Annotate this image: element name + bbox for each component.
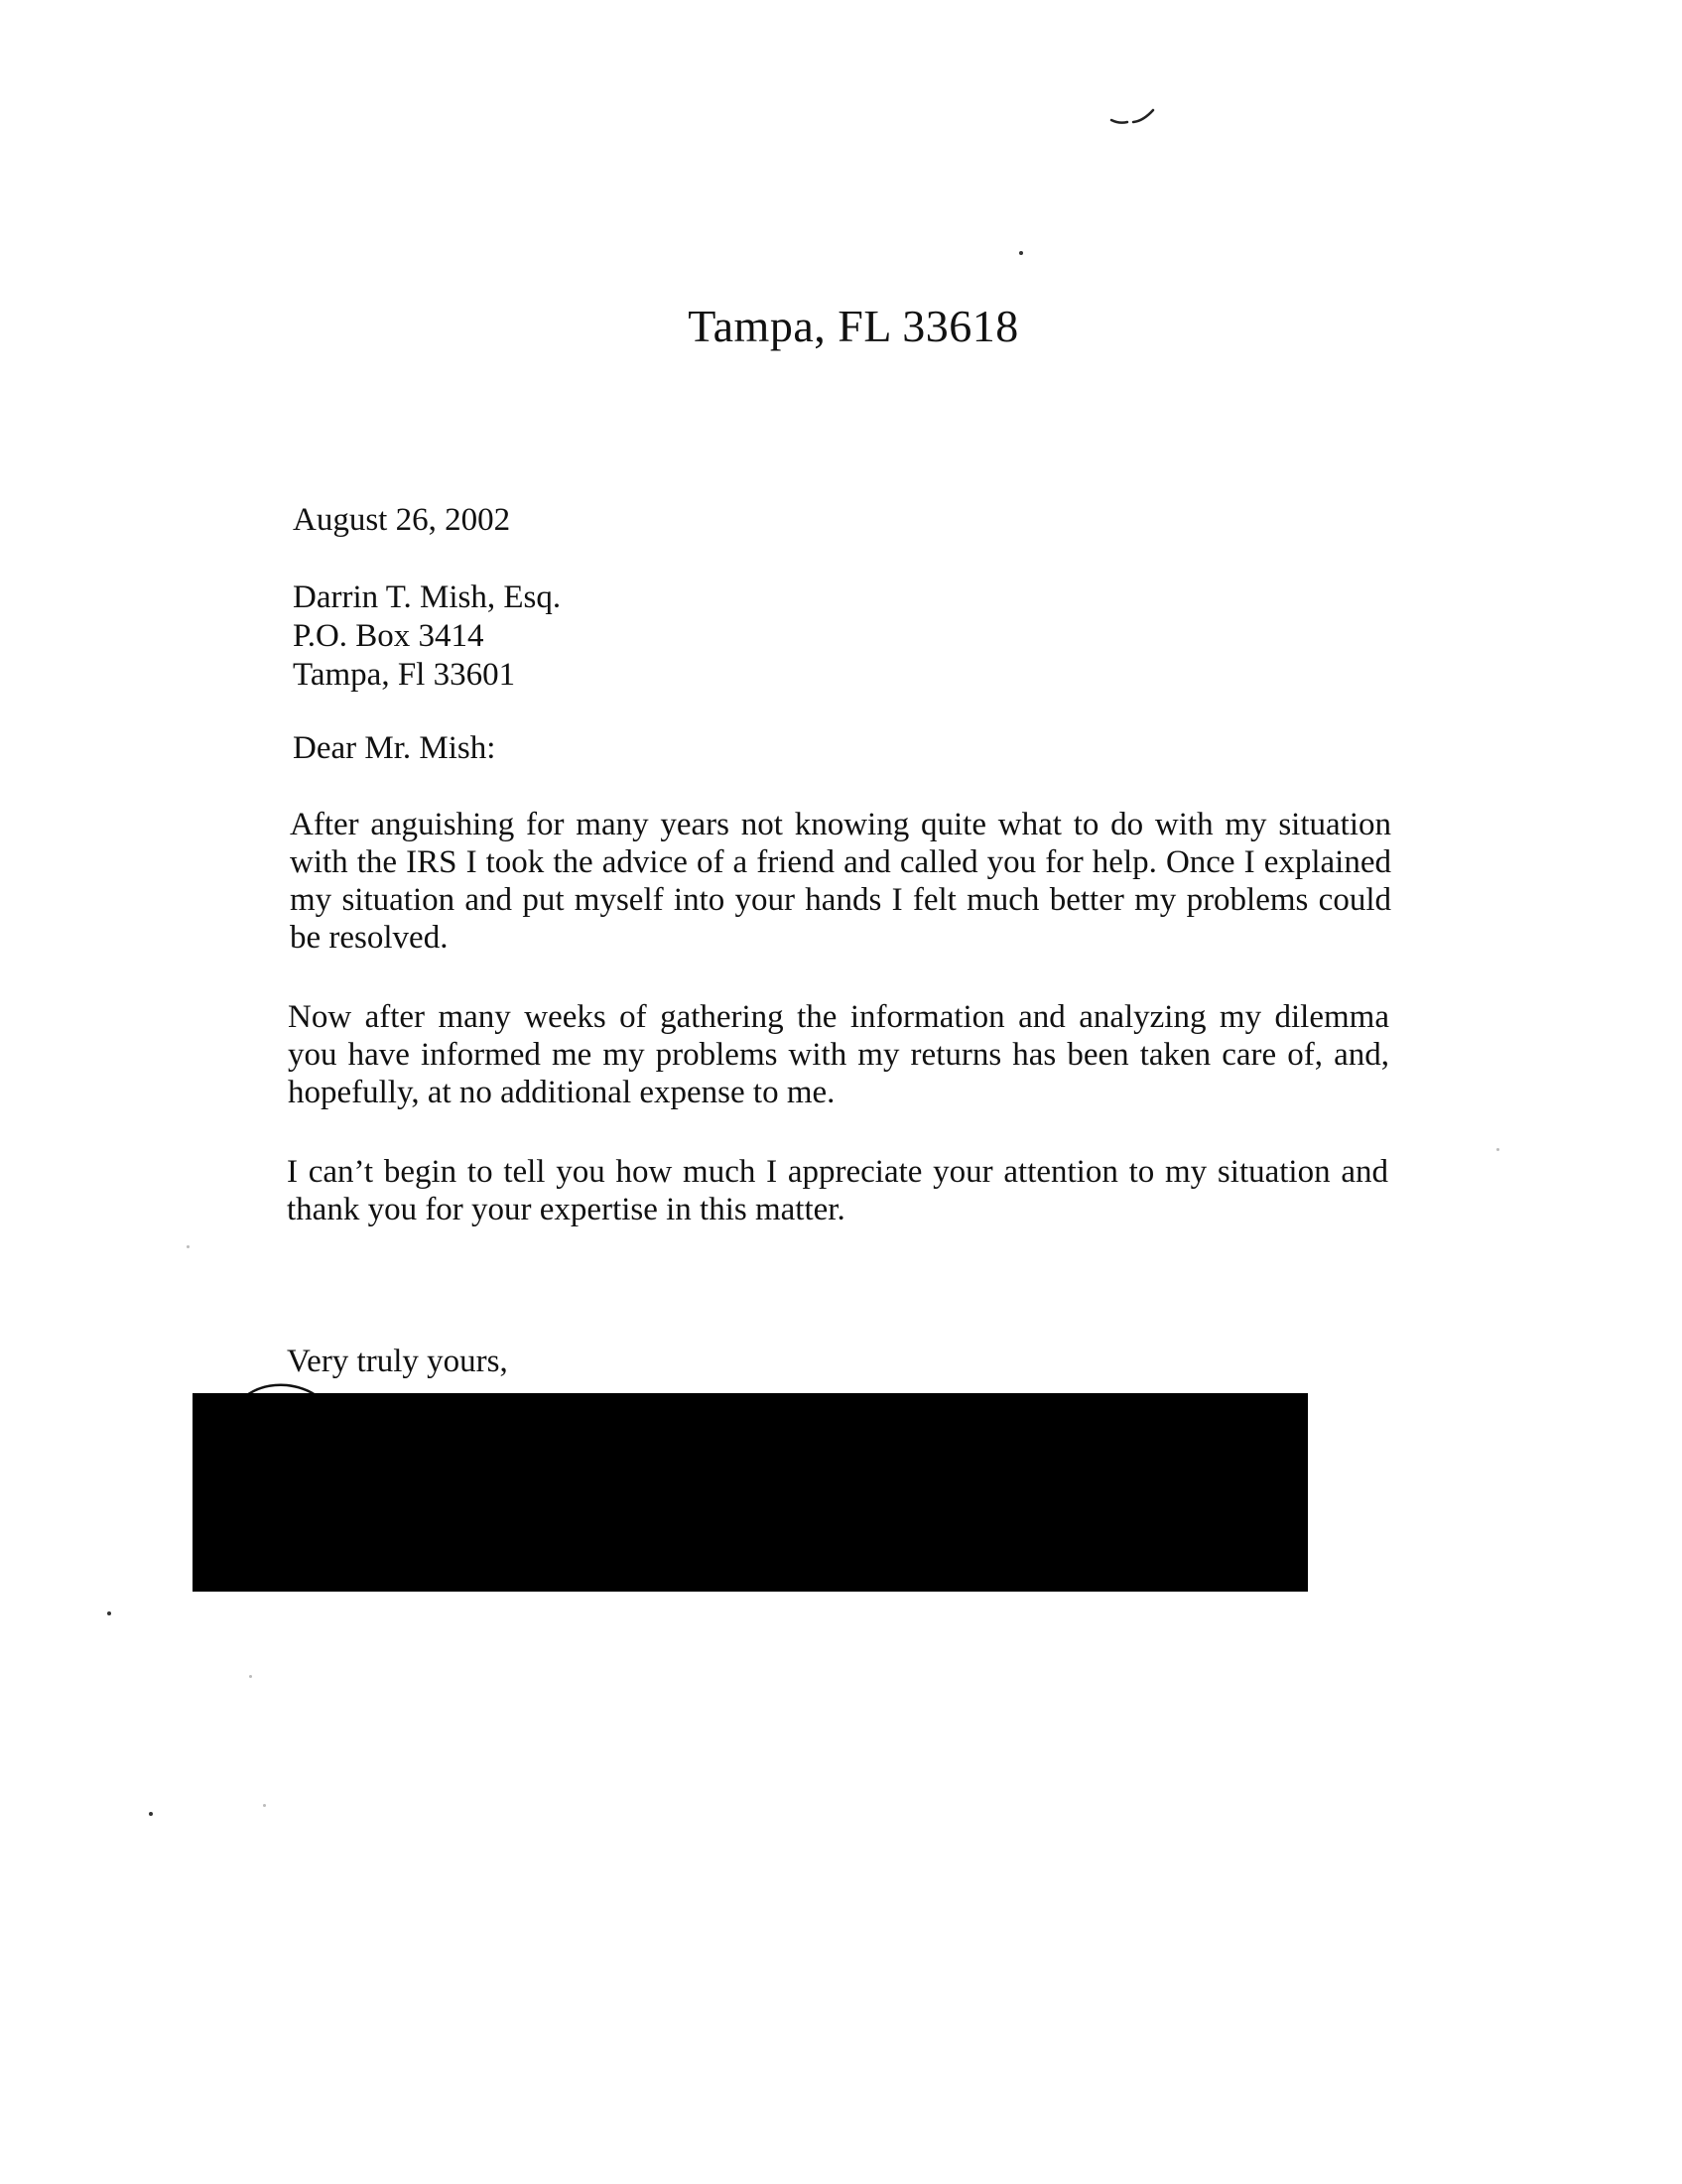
letter-date: August 26, 2002 [293, 502, 511, 538]
scan-speck [263, 1804, 266, 1807]
sender-location: Tampa, FL 33618 [688, 301, 1019, 351]
redacted-signature-block [193, 1393, 1308, 1592]
scan-speck [149, 1812, 153, 1816]
scan-speck [1496, 1148, 1499, 1151]
scan-speck [187, 1245, 190, 1248]
scan-mark-top [1109, 107, 1159, 131]
recipient-po-box: P.O. Box 3414 [293, 618, 484, 654]
body-paragraph: After anguishing for many years not knowing quite what to do with my situation with the IRS I took the advice of a friend and called you for help. Once I explained my situation and put myself into your hands I felt much better my problems could be resolved. [290, 807, 1391, 956]
body-paragraph: I can’t begin to tell you how much I appreciate your attention to my situation and thank you for your expertise in this matter. [287, 1154, 1388, 1227]
closing: Very truly yours, [287, 1344, 508, 1379]
recipient-name: Darrin T. Mish, Esq. [293, 579, 562, 615]
scan-speck [1019, 251, 1023, 255]
recipient-city-state-zip: Tampa, Fl 33601 [293, 657, 516, 693]
recipient-address [293, 578, 561, 695]
body-paragraph: Now after many weeks of gathering the information and analyzing my dilemma you have informed me my problems with my returns has been taken care of, and, hopefully, at no additional expense to me. [288, 999, 1389, 1110]
scan-speck [107, 1611, 111, 1615]
scan-speck [249, 1675, 252, 1678]
salutation: Dear Mr. Mish: [293, 730, 496, 766]
